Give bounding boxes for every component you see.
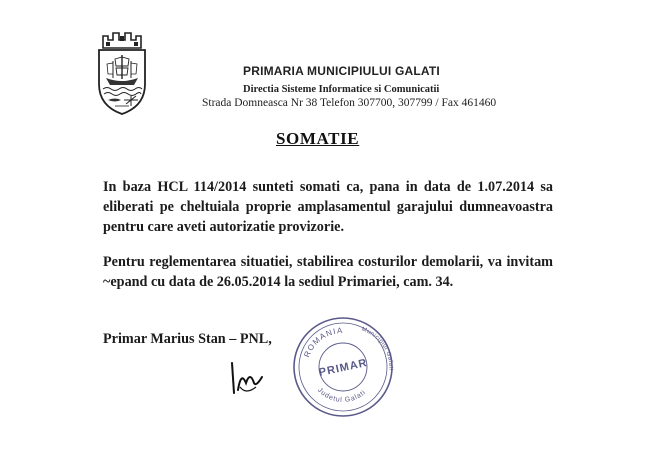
galati-coat-of-arms-icon [93, 28, 151, 116]
round-official-stamp-icon [290, 314, 396, 420]
address-line: Strada Domneasca Nr 38 Telefon 307700, 307799 / Fax 461460 [202, 97, 497, 109]
stamp-side-text: Municipiul Galati [360, 326, 394, 371]
signatory-line: Primar Marius Stan – PNL, [103, 331, 272, 347]
stamp-top-text: ROMANIA [302, 325, 344, 359]
body-paragraph: Pentru reglementarea situatiei, stabilirea costurilor demolarii, va invitam ~epand cu data de 26.05.2014 la sediul Primariei, cam. 34. [103, 254, 553, 290]
organization-name: PRIMARIA MUNICIPIULUI GALATI [243, 64, 440, 78]
body-paragraph: In baza HCL 114/2014 sunteti somati ca, pana in data de 1.07.2014 sa eliberati pe cheltuiala proprie amplasamentul garajului dumneavoastra pentru care aveti autorizatie provizorie. [103, 179, 553, 235]
document-title: SOMATIE [276, 129, 360, 148]
handwritten-signature-icon [226, 357, 268, 399]
svg-text:Judetul Galati [316, 387, 368, 404]
stamp-bottom-text: Judetul Galati [315, 386, 368, 404]
stamp-center-text: PRIMAR [317, 356, 369, 379]
department-name: Directia Sisteme Informatice si Comunicatii [243, 84, 440, 95]
